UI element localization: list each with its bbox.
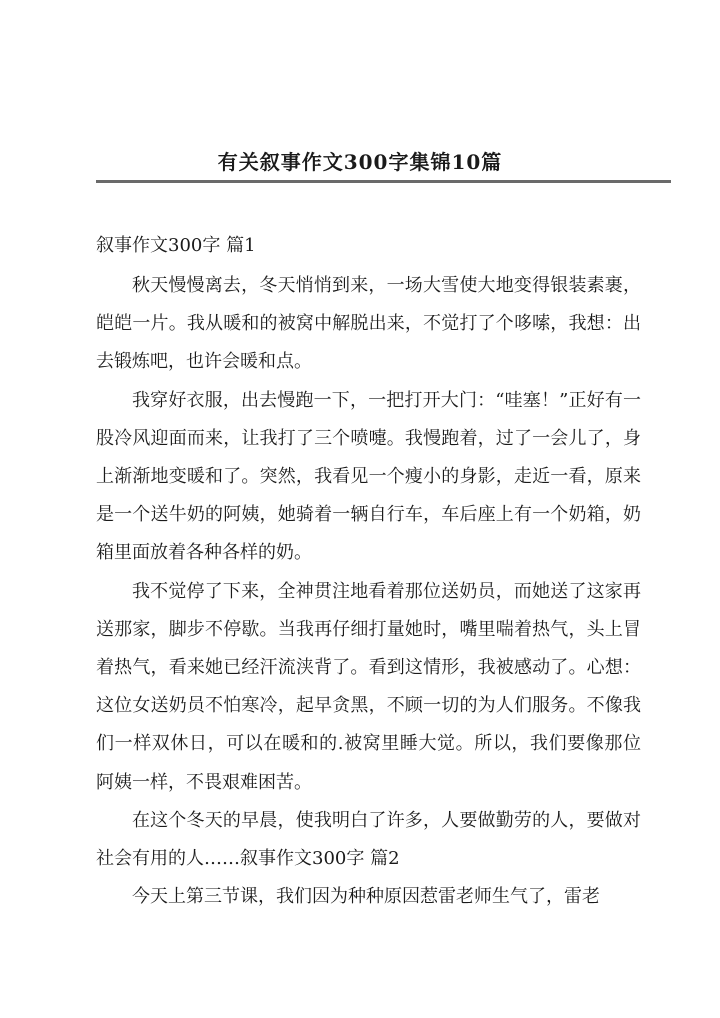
paragraph: 在这个冬天的早晨，使我明白了许多，人要做勤劳的人，要做对社会有用的人……叙事作文300字 篇2	[96, 809, 641, 870]
essay-heading: 叙事作文300字 篇1	[96, 235, 256, 256]
essay-body	[96, 267, 641, 916]
document-title: 有关叙事作文300字集锦10篇	[217, 150, 503, 174]
title-underline	[96, 180, 671, 183]
paragraph: 我不觉停了下来，全神贯注地看着那位送奶员，而她送了这家再送那家，脚步不停歇。当我再仔细打量她时，嘴里喘着热气，头上冒着热气，看来她已经汗流浃背了。看到这情形，我被感动了。心想：这位女送奶员不怕寒冷，起早贪黑，不顾一切的为人们服务。不像我们一样双休日，可以在暖和的.被窝里睡大觉。所以，我们要像那位阿姨一样，不畏艰难困苦。	[96, 580, 641, 793]
paragraph: 今天上第三节课，我们因为种种原因惹雷老师生气了，雷老	[132, 886, 600, 908]
paragraph: 秋天慢慢离去，冬天悄悄到来，一场大雪使大地变得银装素裹，皑皑一片。我从暖和的被窝中解脱出来，不觉打了个哆嗦，我想：出去锻炼吧，也许会暖和点。	[96, 275, 641, 373]
paragraph: 我穿好衣服，出去慢跑一下，一把打开大门：“哇塞！”正好有一股冷风迎面而来，让我打了三个喷嚏。我慢跑着，过了一会儿了，身上渐渐地变暖和了。突然，我看见一个瘦小的身影，走近一看，原来是一个送牛奶的阿姨，她骑着一辆自行车，车后座上有一个奶箱，奶箱里面放着各种各样的奶。	[96, 389, 641, 564]
